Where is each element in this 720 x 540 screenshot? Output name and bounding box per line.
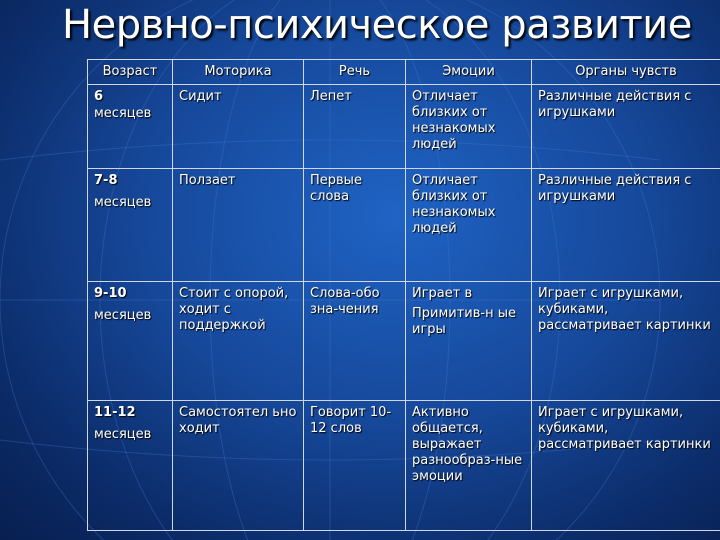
senses-cell: Различные действия с игрушками xyxy=(532,85,720,169)
speech-cell: Лепет xyxy=(304,85,406,169)
motor-cell: Сидит xyxy=(173,85,304,169)
header-motor: Моторика xyxy=(173,60,304,85)
motor-cell: Стоит с опорой, ходит с поддержкой xyxy=(173,282,304,401)
emotions-line: Играет в xyxy=(412,286,473,302)
motor-cell: Самостоятел ьно ходит xyxy=(173,400,304,530)
senses-cell: Играет с игрушками, кубиками, рассматривает картинки xyxy=(532,282,720,401)
age-cell xyxy=(88,169,173,282)
speech-cell: Первые слова xyxy=(304,169,406,282)
table-header-row xyxy=(88,60,720,85)
header-emotions: Эмоции xyxy=(406,60,532,85)
age-number: 6 xyxy=(94,89,104,104)
table-row xyxy=(88,282,720,401)
speech-cell: Слова-обо зна-чения xyxy=(304,282,406,401)
age-number: 7-8 xyxy=(94,173,118,189)
header-speech: Речь xyxy=(304,60,406,85)
page-title: Нервно-психическое развитие xyxy=(62,2,692,48)
speech-cell: Говорит 10-12 слов xyxy=(304,400,406,530)
table-row xyxy=(88,400,720,530)
emotions-line: Примитив-н ые игры xyxy=(412,306,516,338)
age-cell xyxy=(88,85,173,169)
age-unit: месяцев xyxy=(94,426,152,442)
motor-cell: Ползает xyxy=(173,169,304,282)
age-cell xyxy=(88,282,173,401)
age-number: 9-10 xyxy=(94,286,127,302)
age-unit: месяцев xyxy=(94,106,152,121)
senses-cell: Играет с игрушками, кубиками, рассматривает картинки xyxy=(532,400,720,530)
header-age: Возраст xyxy=(88,60,173,85)
age-number: 11-12 xyxy=(94,404,136,420)
header-senses: Органы чувств xyxy=(532,60,720,85)
senses-cell: Различные действия с игрушками xyxy=(532,169,720,282)
age-unit: месяцев xyxy=(94,195,152,211)
emotions-cell: Активно общается, выражает разнообраз-ные эмоции xyxy=(406,400,532,530)
emotions-cell: Отличает близких от незнакомых людей xyxy=(406,85,532,169)
age-unit: месяцев xyxy=(94,308,152,324)
emotions-cell: Отличает близких от незнакомых людей xyxy=(406,169,532,282)
table-row xyxy=(88,169,720,282)
table-row xyxy=(88,85,720,169)
age-cell xyxy=(88,400,173,530)
emotions-cell xyxy=(406,282,532,401)
development-table xyxy=(87,59,720,531)
